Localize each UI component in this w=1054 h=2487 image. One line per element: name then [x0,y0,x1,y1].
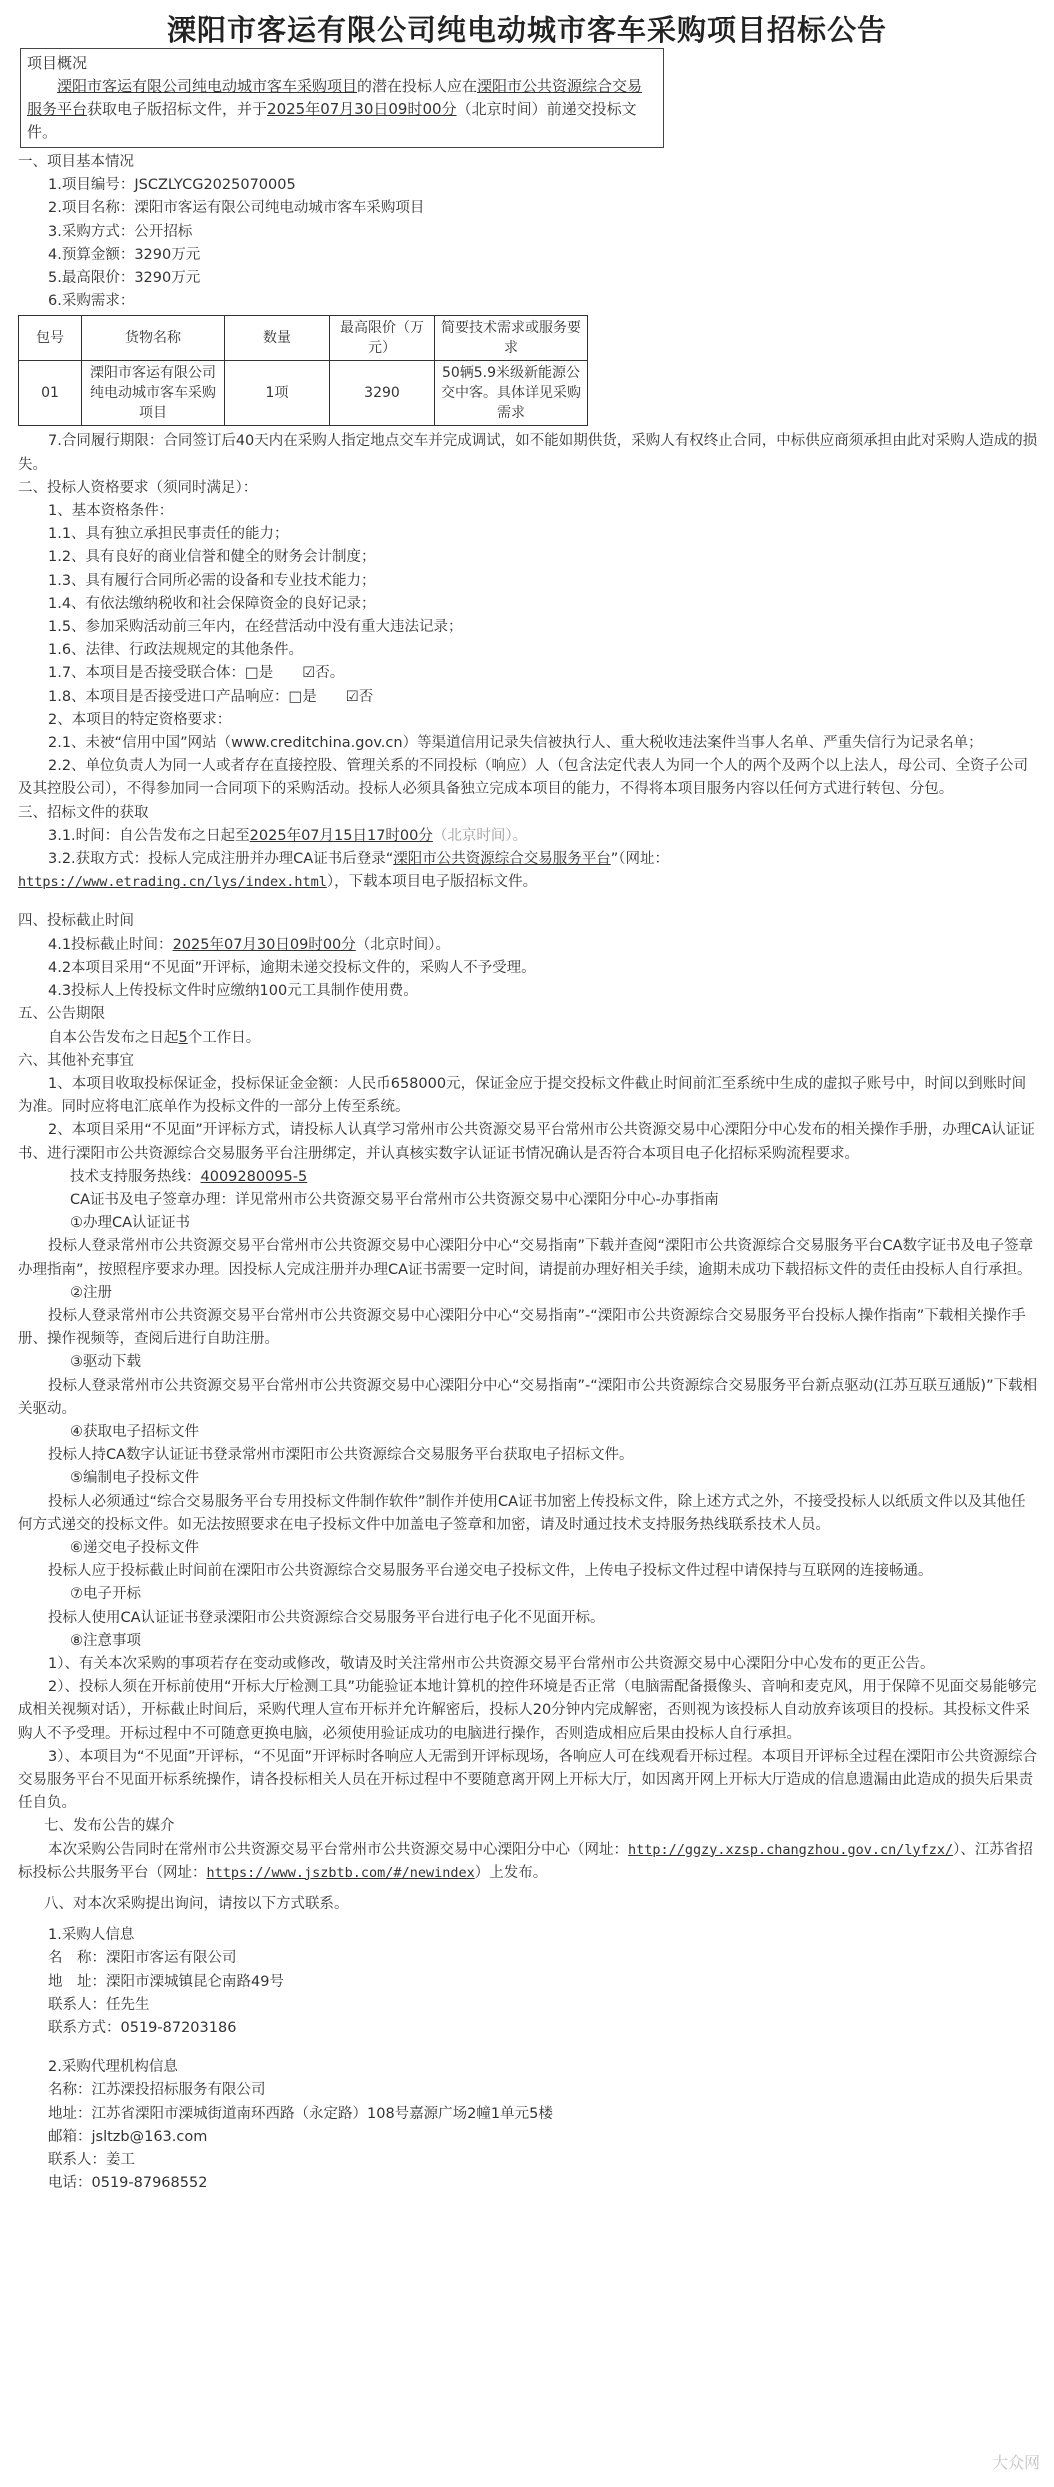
announcement-content [18,151,1040,2195]
s6-no-meeting-bidding: 2、本项目采用“不见面”开评标方式，请投标人认真学习常州市公共资源交易平台常州市公共资源交易中心溧阳分中心发布的相关操作手册，办理CA认证证书、进行溧阳市公共资源综合交易服务平台注册绑定，并认真核实数字认证证书情况确认是否符合本项目电子化招标采购流程要求。 [18,1122,1035,1162]
agent-line: 邮箱：jsltzb@163.com [48,2128,208,2145]
section-2-heading: 二、投标人资格要求（须同时满足）： [18,479,258,496]
overview-platform: 溧阳市公共资源综合交易服务平台 [27,77,643,118]
s2-basic-heading: 1、基本资格条件： [48,503,174,520]
s2-basic-item: 1.1、具有独立承担民事责任的能力； [48,526,289,543]
s2-special-item: 2.1、未被“信用中国”网站（www.creditchina.gov.cn）等渠道信用记录失信被执行人、重大税收违法案件当事人名单、严重失信行为记录名单； [48,735,983,752]
s7-media: 本次采购公告同时在常州市公共资源交易平台常州市公共资源交易中心溧阳分中心（网址：http://ggzy.xzsp.changzhou.gov.cn/lyfzx/）、江苏省招标投标公共服务平台（网址：https://www.jszbtb.com/#/newindex）上发布。 [18,1841,1033,1881]
s2-basic-item: 1.6、法律、行政法规规定的其他条件。 [48,642,304,659]
note-item: 1）、有关本次采购的事项若存在变动或修改，敬请及时关注常州市公共资源交易平台常州市公共资源交易中心溧阳分中心发布的更正公告。 [48,1655,935,1672]
step-title: ②注册 [70,1284,112,1301]
agent-line: 地址：江苏省溧阳市溧城街道南环西路（永定路）108号嘉源广场2幢1单元5楼 [48,2105,553,2122]
s1-item-2: 2.项目名称：溧阳市客运有限公司纯电动城市客车采购项目 [48,200,425,217]
buyer-line: 地 址：溧阳市溧城镇昆仑南路49号 [48,1973,284,1990]
s3-method: 3.2.获取方式：投标人完成注册并办理CA证书后登录“溧阳市公共资源综合交易服务平台”（网址： [48,851,669,868]
s6-deposit: 1、本项目收取投标保证金，投标保证金金额：人民币658000元，保证金应于提交投标文件截止时间前汇至系统中生成的虚拟子账号中，时间以到账时间为准。同时应将电汇底单作为投标文件的一部分上传至系统。 [18,1075,1027,1116]
overview-heading: 项目概况 [27,54,88,72]
s3-url-line: https://www.etrading.cn/lys/index.html），下载本项目电子版招标文件。 [18,874,538,891]
s2-special-item: 2.2、单位负责人为同一人或者存在直接控股、管理关系的不同投标（响应）人（包含法定代表人为同一个人的两个及两个以上法人，母公司、全资子公司及其控股公司），不得参加同一合同项下的采购活动。投标人必须具备独立完成本项目的能力，不得将本项目服务内容以任何方式进行转包、分包。 [18,758,1029,798]
s1-item-4: 4.预算金额：3290万元 [48,246,201,263]
s2-consortium-option: 1.7、本项目是否接受联合体：□是 ☑否。 [48,665,345,682]
table-header-cell: 包号 [19,316,82,361]
s2-basic-item: 1.5、参加采购活动前三年内，在经营活动中没有重大违法记录； [48,619,463,636]
section-1-heading: 一、项目基本情况 [18,154,134,170]
section-7-heading: 七、发布公告的媒介 [44,1818,175,1835]
s4-item-3: 4.3投标人上传投标文件时应缴纳100元工具制作使用费。 [48,983,418,1000]
project-overview-box [20,48,664,148]
watermark: 大众网 [991,2453,1040,2472]
s4-item-2: 4.2本项目采用“不见面”开评标，逾期未递交投标文件的，采购人不予受理。 [48,959,536,976]
note-item: 3）、本项目为“不见面”开评标，“不见面”开评标时各响应人无需到开评标现场，各响应人可在线观看开标过程。本项目开评标全过程在溧阳市公共资源综合交易服务平台不见面开标系统操作，请各投标相关人员在开标过程中不要随意离开网上开标大厅，如因离开网上开标大厅造成的信息遗漏由此造成的损失后果责任自负。 [18,1748,1038,1812]
section-6-heading: 六、其他补充事宜 [18,1052,134,1069]
buyer-title: 1.采购人信息 [48,1927,135,1944]
media-link-changzhou[interactable]: http://ggzy.xzsp.changzhou.gov.cn/lyfzx/ [628,1841,954,1858]
s5-days: 5 [178,1029,188,1046]
section-3-heading: 三、招标文件的获取 [18,804,149,821]
table-cell: 50辆5.9米级新能源公交中客。具体详见采购需求 [435,361,588,426]
s1-item-1: 1.项目编号：JSCZLYCG2025070005 [48,177,296,194]
s3-platform-link[interactable]: 溧阳市公共资源综合交易服务平台 [393,851,611,868]
s2-import-option: 1.8、本项目是否接受进口产品响应：□是 ☑否 [48,688,374,705]
section-4-heading: 四、投标截止时间 [18,913,134,930]
s1-item-7: 7.合同履行期限：合同签订后40天内在采购人指定地点交车并完成调试，如不能如期供货，采购人有权终止合同，中标供应商须承担由此对采购人造成的损失。 [18,433,1038,473]
agent-title: 2.采购代理机构信息 [48,2059,178,2076]
media-link-jiangsu[interactable]: https://www.jszbtb.com/#/newindex [206,1864,475,1881]
s5-period: 自本公告发布之日起5个工作日。 [48,1029,261,1046]
step-title: ④获取电子招标文件 [70,1423,199,1440]
s1-item-3: 3.采购方式：公开招标 [48,223,193,240]
notes-title: ⑧注意事项 [70,1632,141,1649]
table-header-row [19,316,588,361]
buyer-line: 名 称：溧阳市客运有限公司 [48,1950,237,1967]
step-title: ⑤编制电子投标文件 [70,1470,199,1487]
s3-time: 3.1.时间：自公告发布之日起至2025年07月15日17时00分（北京时间）。 [48,827,528,844]
table-cell: 溧阳市客运有限公司纯电动城市客车采购项目 [82,361,225,426]
overview-body: 溧阳市客运有限公司纯电动城市客车采购项目的潜在投标人应在溧阳市公共资源综合交易服务平台获取电子版招标文件，并于2025年07月30日09时00分（北京时间）前递交投标文件。 [27,77,643,141]
table-header-cell: 数量 [225,316,330,361]
s1-item-6: 6.采购需求： [48,293,135,310]
step-title: ⑦电子开标 [70,1586,141,1603]
agent-line: 电话：0519-87968552 [48,2175,208,2192]
table-cell: 1项 [225,361,330,426]
s2-basic-item: 1.3、具有履行合同所必需的设备和专业技术能力； [48,572,376,589]
table-header-cell: 简要技术需求或服务要求 [435,316,588,361]
s3-url-link[interactable]: https://www.etrading.cn/lys/index.html [18,874,327,891]
s1-item-5: 5.最高限价：3290万元 [48,270,201,287]
s2-basic-item: 1.4、有依法缴纳税收和社会保障资金的良好记录； [48,595,376,612]
step-text: 投标人应于投标截止时间前在溧阳市公共资源综合交易服务平台递交电子投标文件，上传电子投标文件过程中请保持与互联网的连接畅通。 [48,1563,933,1580]
note-item: 2）、投标人须在开标前使用“开标大厅检测工具”功能验证本地计算机的控件环境是否正常（电脑需配备摄像头、音响和麦克风，用于保障不见面交易能够完成相关视频对话），开标截止时间后，采购代理人宣布开标并允许解密后，投标人20分钟内完成解密，否则视为该投标人自动放弃该项目的投标。其投标文件采购人不予受理。开标过程中不可随意更换电脑，必须使用验证成功的电脑进行操作，否则造成相应后果由投标人自行承担。 [18,1679,1037,1742]
s3-deadline: 2025年07月15日17时00分 [249,827,433,844]
requirements-table [18,315,588,426]
s6-hotline: 技术支持服务热线：4009280095-5 [70,1168,308,1185]
s4-deadline: 4.1投标截止时间：2025年07月30日09时00分（北京时间）。 [48,936,451,953]
table-header-cell: 最高限价（万元） [330,316,435,361]
buyer-line: 联系方式：0519-87203186 [48,2020,237,2037]
step-title: ③驱动下载 [70,1354,141,1371]
s4-deadline-date: 2025年07月30日09时00分 [172,936,356,953]
step-text: 投标人持CA数字认证证书登录常州市溧阳市公共资源综合交易服务平台获取电子招标文件。 [48,1447,634,1464]
step-text: 投标人登录常州市公共资源交易平台常州市公共资源交易中心溧阳分中心“交易指南”-“溧阳市公共资源综合交易服务平台新点驱动(江苏互联互通版)”下载相关驱动。 [18,1377,1038,1417]
step-text: 投标人使用CA认证证书登录溧阳市公共资源综合交易服务平台进行电子化不见面开标。 [48,1609,605,1626]
overview-deadline: 2025年07月30日09时00分 [267,100,457,118]
s6-ca-guide: CA证书及电子签章办理：详见常州市公共资源交易平台常州市公共资源交易中心溧阳分中心-办事指南 [70,1191,719,1208]
buyer-line: 联系人：任先生 [48,1996,150,2013]
step-title: ①办理CA认证证书 [70,1215,191,1232]
table-cell: 01 [19,361,82,426]
table-row [19,361,588,426]
step-text: 投标人必须通过“综合交易服务平台专用投标文件制作软件”制作并使用CA证书加密上传投标文件，除上述方式之外，不接受投标人以纸质文件以及其他任何方式递交的投标文件。如无法按照要求在电子投标文件中加盖电子签章和加密，请及时通过技术支持服务热线联系技术人员。 [18,1493,1026,1533]
section-5-heading: 五、公告期限 [18,1006,105,1023]
section-8-heading: 八、对本次采购提出询问，请按以下方式联系。 [44,1896,349,1913]
table-cell: 3290 [330,361,435,426]
document-title: 溧阳市客运有限公司纯电动城市客车采购项目招标公告 [166,13,887,47]
agent-line: 联系人：姜工 [48,2152,135,2169]
table-header-cell: 货物名称 [82,316,225,361]
step-text: 投标人登录常州市公共资源交易平台常州市公共资源交易中心溧阳分中心“交易指南”下载并查阅“溧阳市公共资源综合交易服务平台CA数字证书及电子签章办理指南”，按照程序要求办理。因投标人完成注册并办理CA证书需要一定时间，请提前办理好相关手续，逾期未成功下载招标文件的责任由投标人自行承担。 [18,1238,1034,1278]
overview-project-name: 溧阳市客运有限公司纯电动城市客车采购项目 [57,77,358,95]
agent-line: 名称：江苏溧投招标服务有限公司 [48,2082,266,2099]
step-text: 投标人登录常州市公共资源交易平台常州市公共资源交易中心溧阳分中心“交易指南”-“溧阳市公共资源综合交易服务平台投标人操作指南”下载相关操作手册、操作视频等，查阅后进行自助注册。 [18,1307,1026,1348]
s2-basic-item: 1.2、具有良好的商业信誉和健全的财务会计制度； [48,549,376,566]
hotline-number: 4009280095-5 [200,1168,308,1185]
step-title: ⑥递交电子投标文件 [70,1539,199,1556]
s2-special-heading: 2、本项目的特定资格要求： [48,711,232,728]
